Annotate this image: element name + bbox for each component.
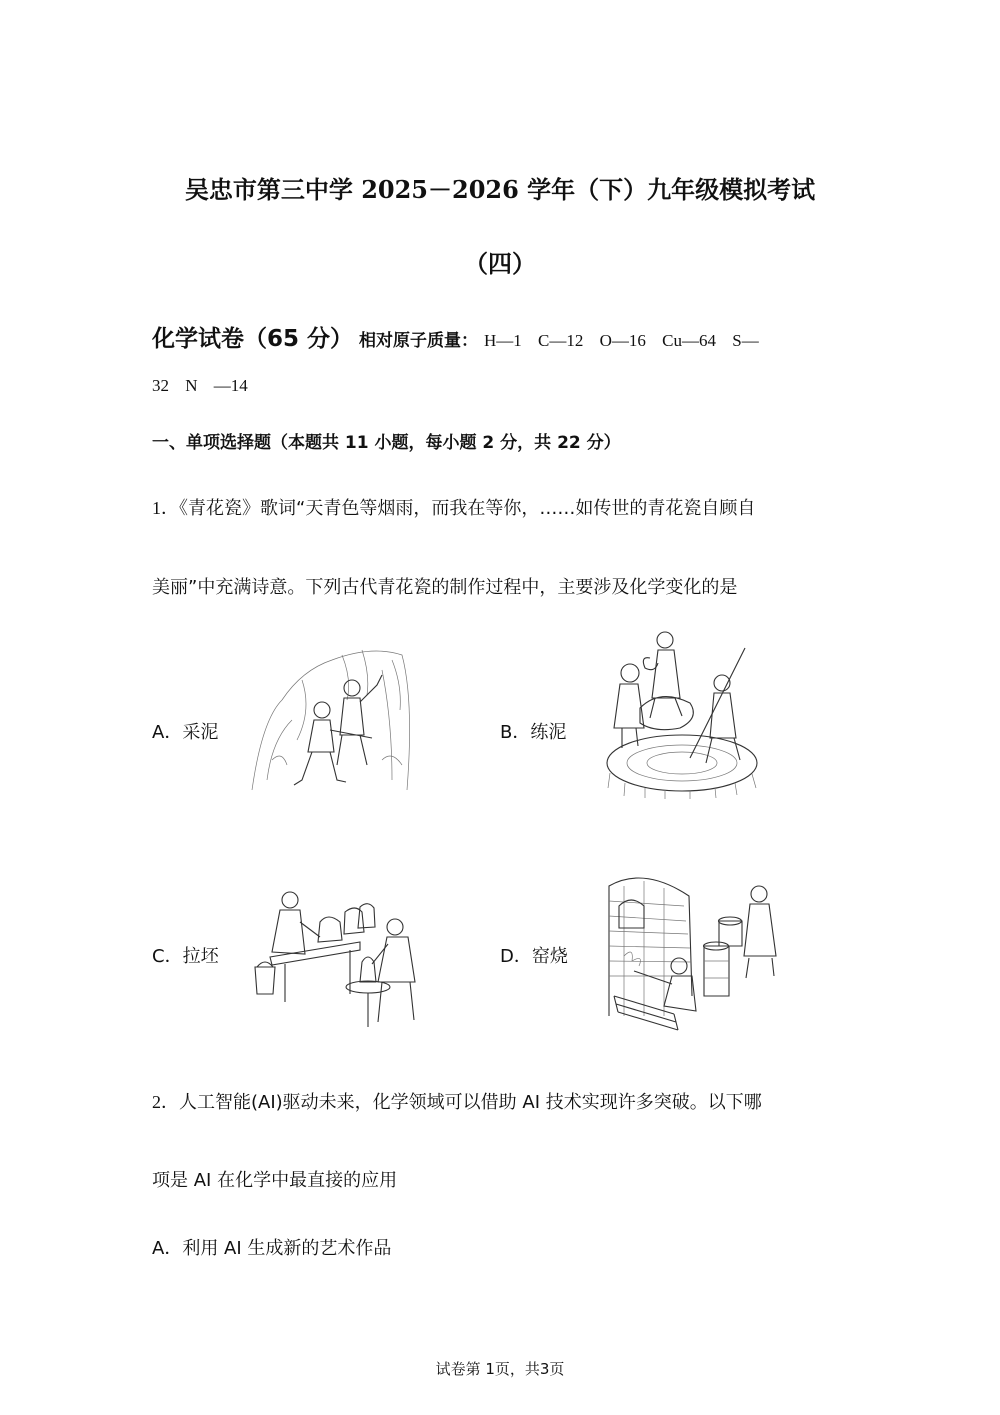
question-2-line1: 人工智能(AI)驱动未来，化学领域可以借助 AI 技术实现许多突破。以下哪 — [179, 1092, 762, 1113]
question-2-text — [152, 1088, 762, 1114]
page-footer: 试卷第 1页，共3页 — [435, 1360, 565, 1378]
atomic-mass-values-cont: 32 N —14 — [152, 376, 248, 395]
q1-option-a: A．采泥 — [152, 722, 219, 743]
q2-option-a: A．利用 AI 生成新的艺术作品 — [152, 1238, 392, 1259]
mining-clay-illustration — [242, 640, 417, 800]
kiln-firing-illustration — [604, 866, 789, 1036]
section-heading: 一、单项选择题（本题共 11 小题，每小题 2 分，共 22 分） — [152, 433, 621, 453]
exam-title-line1: 吴忠市第三中学 2025－2026 学年（下）九年级模拟考试 — [184, 175, 816, 204]
kneading-clay-illustration — [600, 628, 765, 800]
question-1-number: 1． — [152, 498, 179, 518]
question-1-line1: 《青花瓷》歌词“天青色等烟雨，而我在等你，……如传世的青花瓷自顾自 — [179, 498, 756, 519]
q1-option-c: C．拉坯 — [152, 946, 219, 967]
exam-title-line2: （四） — [464, 249, 536, 278]
throwing-pottery-illustration — [250, 882, 425, 1034]
subject-line — [152, 320, 759, 353]
atomic-mass-label: 相对原子质量： — [359, 331, 479, 351]
question-2-number: 2． — [152, 1092, 179, 1112]
question-1-line2: 美丽”中充满诗意。下列古代青花瓷的制作过程中，主要涉及化学变化的是 — [152, 577, 738, 598]
subject-name: 化学试卷（65 分） — [152, 326, 354, 352]
q1-option-d: D．窑烧 — [500, 946, 568, 967]
question-1-text — [152, 494, 755, 520]
question-2-line2: 项是 AI 在化学中最直接的应用 — [152, 1170, 398, 1191]
q1-option-b: B．练泥 — [500, 722, 567, 743]
atomic-mass-values: H—1 C—12 O—16 Cu—64 S— — [484, 331, 759, 350]
